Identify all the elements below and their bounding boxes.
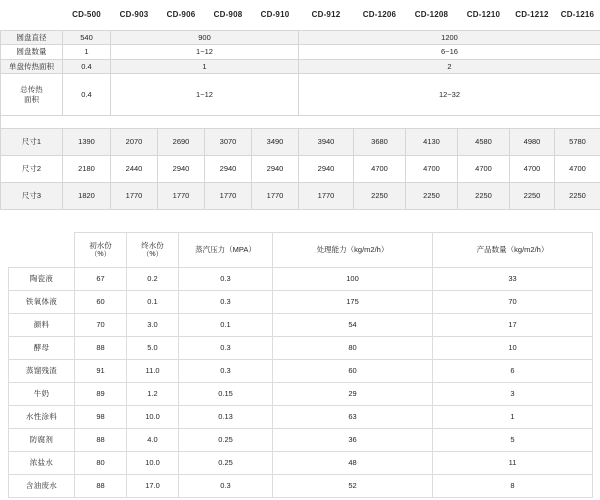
initial-moisture-cell: 88 — [75, 337, 127, 360]
initial-moisture-cell: 67 — [75, 268, 127, 291]
steam-pressure-cell: 0.3 — [179, 291, 273, 314]
spec-cell: 2940 — [252, 156, 299, 183]
spec-cell: 3070 — [205, 129, 252, 156]
table-row — [9, 429, 593, 452]
material-name: 防腐剂 — [9, 429, 75, 452]
spec-cell: 1770 — [299, 183, 354, 210]
initial-moisture-cell: 89 — [75, 383, 127, 406]
final-moisture-cell: 5.0 — [127, 337, 179, 360]
table-row — [1, 31, 600, 45]
steam-pressure-cell: 0.13 — [179, 406, 273, 429]
spec-cell: 1~12 — [111, 74, 299, 116]
spec-cell: 1200 — [299, 31, 600, 45]
final-moisture-cell: 0.1 — [127, 291, 179, 314]
spec-cell: 12~32 — [299, 74, 600, 116]
spec-cell: 1~12 — [111, 45, 299, 59]
spec-cell: 2250 — [555, 183, 600, 210]
spec-cell: 4700 — [354, 156, 406, 183]
product-cell: 33 — [433, 268, 593, 291]
material-name: 浓盐水 — [9, 452, 75, 475]
table-row — [1, 129, 600, 156]
spec-spacer-row — [1, 116, 600, 129]
initial-moisture-cell: 91 — [75, 360, 127, 383]
spec-cell: 6~16 — [299, 45, 600, 59]
initial-moisture-cell: 88 — [75, 429, 127, 452]
header-sub: （%） — [90, 251, 111, 259]
spec-cell: 540 — [63, 31, 111, 45]
spec-cell: 1770 — [252, 183, 299, 210]
spec-cell: 2250 — [406, 183, 458, 210]
spec-col-header: CD-1216 — [555, 0, 600, 31]
spec-row-label: 尺寸1 — [1, 129, 63, 156]
product-cell: 5 — [433, 429, 593, 452]
spec-row-label: 单盘传热面积 — [1, 59, 63, 73]
material-name: 水性涂料 — [9, 406, 75, 429]
final-moisture-cell: 1.2 — [127, 383, 179, 406]
steam-pressure-cell: 0.3 — [179, 337, 273, 360]
capacity-cell: 36 — [273, 429, 433, 452]
steam-pressure-cell: 0.1 — [179, 314, 273, 337]
spec-spacer-cell — [1, 116, 600, 129]
spec-header-corner — [1, 0, 63, 31]
spec-col-header: CD-500 — [63, 0, 111, 31]
spec-cell: 1 — [63, 45, 111, 59]
final-moisture-cell: 10.0 — [127, 406, 179, 429]
material-name: 牛奶 — [9, 383, 75, 406]
spec-table — [0, 0, 600, 210]
spec-cell: 2440 — [111, 156, 158, 183]
table-row — [9, 314, 593, 337]
steam-pressure-cell: 0.25 — [179, 452, 273, 475]
spec-cell: 2250 — [458, 183, 510, 210]
table-row — [9, 337, 593, 360]
capacity-table-container — [8, 232, 592, 498]
product-cell: 10 — [433, 337, 593, 360]
spec-table-header — [1, 0, 600, 31]
material-name: 颜料 — [9, 314, 75, 337]
capacity-col-header-steam-pressure: 蒸汽压力（MPA） — [179, 233, 273, 268]
capacity-col-header-initial-moisture — [75, 233, 127, 268]
spec-row-label: 尺寸3 — [1, 183, 63, 210]
spec-cell: 2250 — [354, 183, 406, 210]
capacity-cell: 54 — [273, 314, 433, 337]
product-cell: 17 — [433, 314, 593, 337]
spec-cell: 1770 — [205, 183, 252, 210]
spec-row-label: 圆盘直径 — [1, 31, 63, 45]
capacity-col-header-product: 产品数量（kg/m2/h） — [433, 233, 593, 268]
initial-moisture-cell: 70 — [75, 314, 127, 337]
steam-pressure-cell: 0.3 — [179, 268, 273, 291]
capacity-table — [8, 232, 593, 498]
capacity-cell: 80 — [273, 337, 433, 360]
table-row — [9, 383, 593, 406]
product-cell: 3 — [433, 383, 593, 406]
table-row — [9, 291, 593, 314]
spec-cell: 4700 — [555, 156, 600, 183]
material-name: 含油废水 — [9, 475, 75, 498]
spec-cell: 4130 — [406, 129, 458, 156]
spec-cell: 2940 — [205, 156, 252, 183]
spec-col-header: CD-1206 — [354, 0, 406, 31]
spec-col-header: CD-910 — [252, 0, 299, 31]
spec-cell: 2690 — [158, 129, 205, 156]
header-main: 初水份 — [89, 240, 112, 250]
spec-cell: 1770 — [111, 183, 158, 210]
final-moisture-cell: 3.0 — [127, 314, 179, 337]
table-row — [1, 183, 600, 210]
capacity-header-corner — [9, 233, 75, 268]
spec-cell: 2940 — [299, 156, 354, 183]
spec-cell: 900 — [111, 31, 299, 45]
final-moisture-cell: 10.0 — [127, 452, 179, 475]
product-cell: 11 — [433, 452, 593, 475]
initial-moisture-cell: 88 — [75, 475, 127, 498]
spec-cell: 1770 — [158, 183, 205, 210]
spec-col-header: CD-1210 — [458, 0, 510, 31]
spec-cell: 0.4 — [63, 59, 111, 73]
header-sub: （%） — [142, 251, 163, 259]
capacity-col-header-final-moisture — [127, 233, 179, 268]
steam-pressure-cell: 0.3 — [179, 475, 273, 498]
spec-cell: 4700 — [458, 156, 510, 183]
spec-cell: 4700 — [406, 156, 458, 183]
table-row — [1, 74, 600, 116]
spec-table-body — [1, 31, 600, 210]
table-row — [1, 156, 600, 183]
header-main: 终水份 — [141, 240, 164, 250]
capacity-col-header-capacity: 处理能力（kg/m2/h） — [273, 233, 433, 268]
product-cell: 6 — [433, 360, 593, 383]
final-moisture-cell: 0.2 — [127, 268, 179, 291]
capacity-table-body — [9, 268, 593, 498]
capacity-cell: 52 — [273, 475, 433, 498]
capacity-header-row — [9, 233, 593, 268]
spec-cell: 3940 — [299, 129, 354, 156]
spec-cell: 3490 — [252, 129, 299, 156]
product-cell: 70 — [433, 291, 593, 314]
material-name: 蒸馏残渣 — [9, 360, 75, 383]
spec-row-label: 圆盘数量 — [1, 45, 63, 59]
spec-row-label: 尺寸2 — [1, 156, 63, 183]
spec-cell: 4580 — [458, 129, 510, 156]
spec-col-header: CD-906 — [158, 0, 205, 31]
capacity-cell: 29 — [273, 383, 433, 406]
table-row — [9, 475, 593, 498]
capacity-cell: 63 — [273, 406, 433, 429]
steam-pressure-cell: 0.15 — [179, 383, 273, 406]
final-moisture-cell: 4.0 — [127, 429, 179, 452]
spec-cell: 5780 — [555, 129, 600, 156]
capacity-cell: 48 — [273, 452, 433, 475]
material-name: 酵母 — [9, 337, 75, 360]
table-row — [1, 59, 600, 73]
spec-row-label-line1: 总传热 — [20, 85, 43, 95]
final-moisture-cell: 17.0 — [127, 475, 179, 498]
material-name: 铁氧体液 — [9, 291, 75, 314]
spec-cell: 2940 — [158, 156, 205, 183]
spec-cell: 1390 — [63, 129, 111, 156]
initial-moisture-cell: 80 — [75, 452, 127, 475]
capacity-cell: 100 — [273, 268, 433, 291]
spec-col-header: CD-908 — [205, 0, 252, 31]
steam-pressure-cell: 0.25 — [179, 429, 273, 452]
capacity-cell: 175 — [273, 291, 433, 314]
spec-cell: 4700 — [510, 156, 555, 183]
spec-col-header: CD-903 — [111, 0, 158, 31]
table-row — [1, 45, 600, 59]
spec-cell: 4980 — [510, 129, 555, 156]
spec-cell: 2250 — [510, 183, 555, 210]
spec-cell: 2180 — [63, 156, 111, 183]
steam-pressure-cell: 0.3 — [179, 360, 273, 383]
spec-col-header: CD-912 — [299, 0, 354, 31]
spec-row-label — [1, 74, 63, 116]
table-row — [9, 452, 593, 475]
spec-col-header: CD-1212 — [510, 0, 555, 31]
capacity-table-header — [9, 233, 593, 268]
spec-cell: 3680 — [354, 129, 406, 156]
capacity-cell: 60 — [273, 360, 433, 383]
initial-moisture-cell: 98 — [75, 406, 127, 429]
final-moisture-cell: 11.0 — [127, 360, 179, 383]
spec-cell: 1 — [111, 59, 299, 73]
table-row — [9, 360, 593, 383]
spec-cell: 2 — [299, 59, 600, 73]
product-cell: 1 — [433, 406, 593, 429]
spec-header-row — [1, 0, 600, 31]
material-name: 陶瓷液 — [9, 268, 75, 291]
spec-cell: 2070 — [111, 129, 158, 156]
spec-table-container — [0, 0, 600, 210]
spec-col-header: CD-1208 — [406, 0, 458, 31]
product-cell: 8 — [433, 475, 593, 498]
table-row — [9, 406, 593, 429]
table-row — [9, 268, 593, 291]
spec-cell: 1820 — [63, 183, 111, 210]
initial-moisture-cell: 60 — [75, 291, 127, 314]
spec-row-label-line2: 面积 — [24, 94, 39, 104]
spec-cell: 0.4 — [63, 74, 111, 116]
